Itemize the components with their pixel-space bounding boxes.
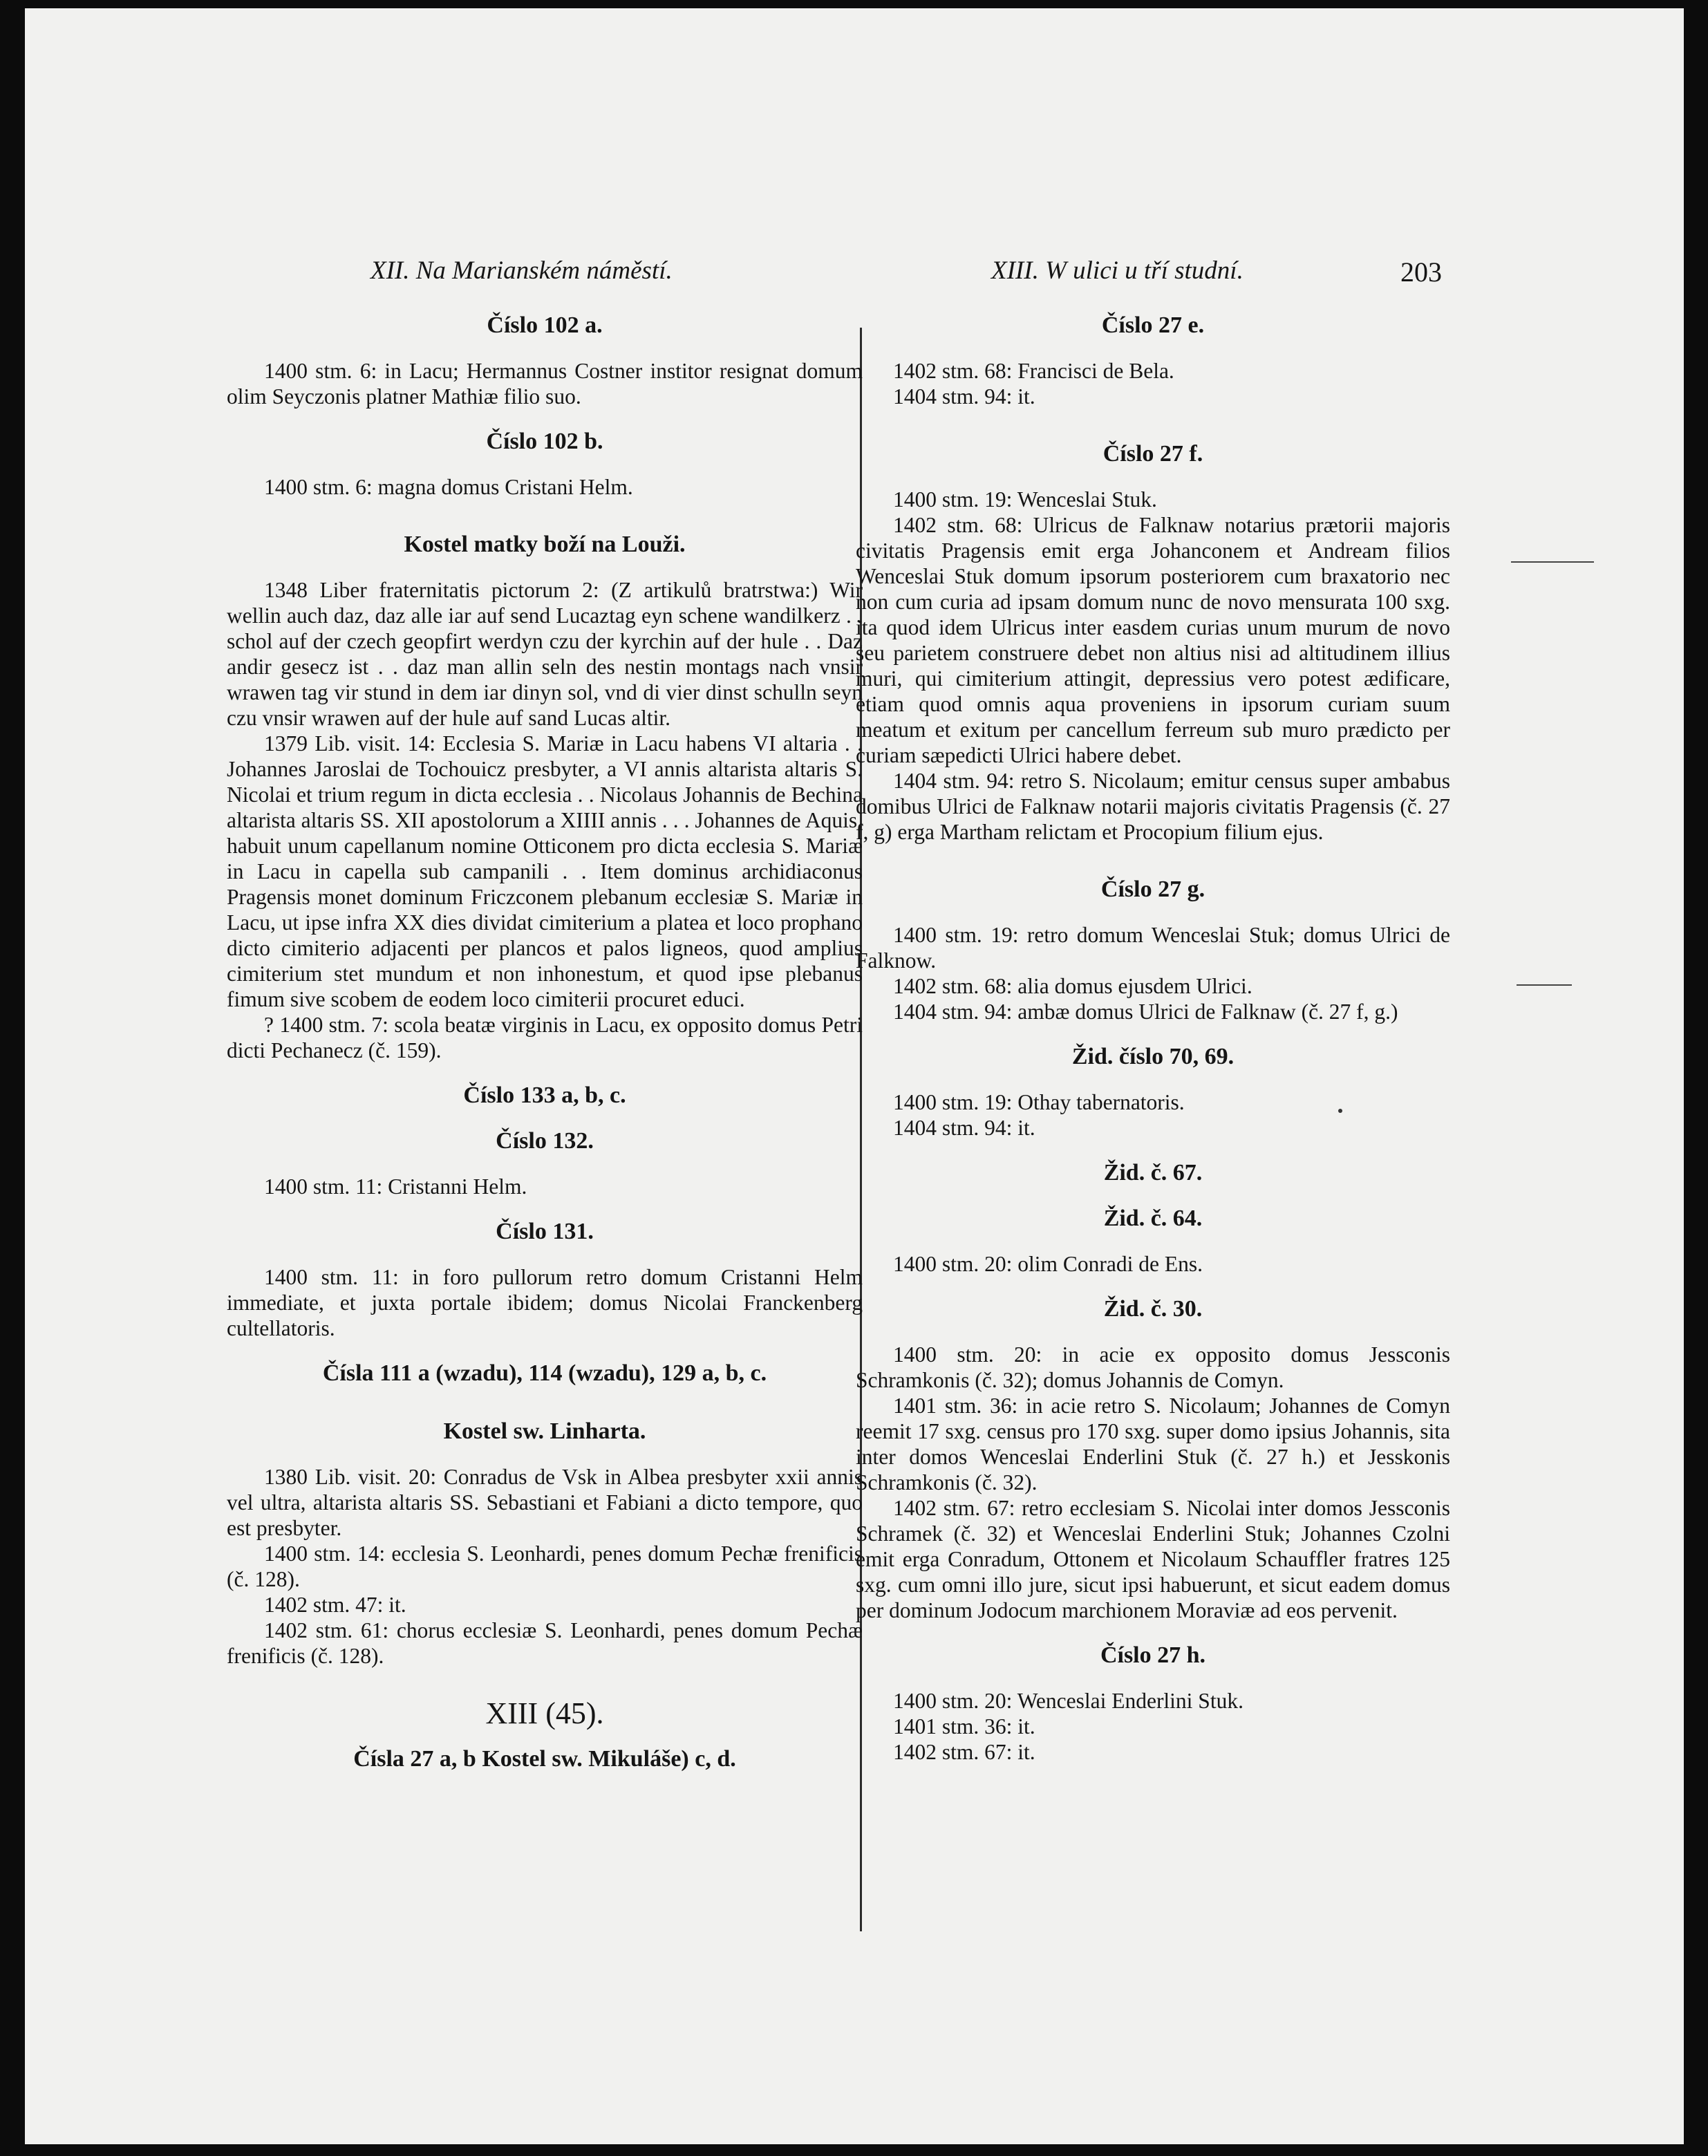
entry-paragraph: 1400 stm. 6: magna domus Cristani Helm. [264, 475, 633, 499]
entry-paragraph: ? 1400 stm. 7: scola beatæ virginis in Lacu, ex opposito domus Petri dicti Pechanecz (č. 159). [227, 1013, 863, 1062]
section-heading: XIII (45). [485, 1696, 604, 1730]
running-header-left: XII. Na Marianském náměstí. [370, 256, 673, 285]
entry-paragraph: 1402 stm. 67: it. [893, 1740, 1035, 1764]
section-heading: Číslo 27 g. [1100, 877, 1205, 902]
entry-paragraph: 1400 stm. 11: Cristanni Helm. [264, 1174, 527, 1199]
section-heading: Číslo 27 f. [1102, 441, 1203, 467]
section-heading: Žid. č. 67. [1103, 1160, 1203, 1185]
left-column [227, 312, 863, 1772]
section-heading: Číslo 133 a, b, c. [463, 1082, 626, 1108]
speck-mark [1338, 1109, 1342, 1113]
entry-paragraph: 1348 Liber fraternitatis pictorum 2: (Z artikulů bratrstwa:) Wir wellin auch daz, daz alle iar auf send Lucaztag eyn schene wandilkerz . . schol auf der czech geopfirt werdyn czu der kyrchin auf der hule . . Daz andir gesecz ist . . daz man allin seln des nestin montags nach vnsir wrawen tag vir stund in dem iar dinyn sol, vnd di vier dinst schulln seyn czu vnsir wrawen auf der hule auf sand Lucas altir. [227, 578, 863, 730]
entry-paragraph: 1400 stm. 20: Wenceslai Enderlini Stuk. [893, 1689, 1244, 1713]
entry-paragraph: 1400 stm. 20: olim Conradi de Ens. [893, 1252, 1203, 1276]
entry-paragraph: 1400 stm. 11: in foro pullorum retro domum Cristanni Helm immediate, et juxta portale ibidem; domus Nicolai Franckenberg cultellatoris. [227, 1265, 863, 1340]
entry-paragraph: 1400 stm. 19: retro domum Wenceslai Stuk; domus Ulrici de Falknow. [856, 923, 1450, 973]
scanned-page [25, 8, 1684, 2144]
entry-paragraph: 1380 Lib. visit. 20: Conradus de Vsk in Albea presbyter xxii annis vel ultra, altarista altaris SS. Sebastiani et Fabiani a dicto tempore, quo est presbyter. [227, 1465, 863, 1540]
section-heading: Číslo 132. [496, 1128, 594, 1154]
page-number: 203 [1400, 256, 1442, 288]
running-header-right: XIII. W ulici u tří studní. [991, 256, 1244, 285]
section-heading: Kostel matky boží na Louži. [404, 532, 686, 557]
entry-paragraph: 1404 stm. 94: ambæ domus Ulrici de Falknaw (č. 27 f, g.) [893, 1000, 1398, 1024]
entry-paragraph: 1400 stm. 19: Othay tabernatoris. [893, 1090, 1185, 1114]
right-column [856, 312, 1450, 1765]
entry-paragraph: 1402 stm. 68: alia domus ejusdem Ulrici. [893, 974, 1252, 998]
section-heading: Žid. číslo 70, 69. [1071, 1044, 1235, 1069]
entry-paragraph: 1404 stm. 94: it. [893, 1116, 1035, 1140]
entry-paragraph: 1401 stm. 36: in acie retro S. Nicolaum; Johannes de Comyn reemit 17 sxg. census pro 170 sxg. super domo ipsius Johannis, sita inter domos Wenceslai Enderlini Stuk (č. 27 h.) et Jesskonis Schramkonis (č. 32). [856, 1394, 1450, 1494]
entry-paragraph: 1402 stm. 67: retro ecclesiam S. Nicolai inter domos Jessconis Schramek (č. 32) et Wenceslai Enderlini Stuk; Johannes Czolni emit erga Conradum, Ottonem et Nicolaum Schauffler fratres 125 sxg. cum omni illo jure, sicut ipsi habuerunt, et sicut eadem domus per dominum Jodocum marchionem Moraviæ ad eos pervenit. [856, 1496, 1450, 1622]
section-heading: Žid. č. 64. [1103, 1206, 1203, 1231]
section-heading: Žid. č. 30. [1103, 1296, 1203, 1322]
entry-paragraph: 1379 Lib. visit. 14: Ecclesia S. Mariæ in Lacu habens VI altaria . . Johannes Jaroslai de Tochouicz presbyter, a VI annis altarista altaris S. Nicolai et trium regum in dicta ecclesia . . Nicolaus Johannis de Bechina altarista altaris SS. XII apostolorum a XIIII annis . . . Johannes de Aquis, habuit unum capellanum nomine Otticonem pro dicta ecclesia S. Mariæ in Lacu in capella sub campanili . . Item dominus archidiaconus Pragensis monet dominum Friczconem plebanum ecclesiæ S. Mariæ in Lacu, ut ipse infra XX dies dividat cimiterium a platea et loco prophano dicto cimiterio adjacenti per plancos et palos ligneos, quod amplius cimiterium stet mundum et non inhonestum, et quod ipse plebanus fimum sive scobem de eodem loco cimiterii procuret educi. [227, 731, 863, 1011]
section-heading: Kostel sw. Linharta. [443, 1418, 646, 1444]
entry-paragraph: 1401 stm. 36: it. [893, 1714, 1035, 1738]
section-heading: Číslo 102 b. [486, 429, 603, 454]
section-heading: Číslo 102 a. [487, 312, 603, 338]
section-heading: Číslo 27 e. [1101, 312, 1205, 338]
entry-paragraph: 1400 stm. 6: in Lacu; Hermannus Costner institor resignat domum olim Seyczonis platner Mathiæ filio suo. [227, 359, 863, 409]
entry-paragraph: 1402 stm. 61: chorus ecclesiæ S. Leonhardi, penes domum Pechæ frenificis (č. 128). [227, 1618, 863, 1668]
entry-paragraph: 1404 stm. 94: it. [893, 384, 1035, 409]
section-heading: Čísla 27 a, b Kostel sw. Mikuláše) c, d. [353, 1746, 736, 1772]
entry-paragraph: 1404 stm. 94: retro S. Nicolaum; emitur census super ambabus domibus Ulrici de Falknaw notarii majoris civitatis Pragensis (č. 27 f, g) erga Martham relictam et Procopium filium ejus. [856, 769, 1450, 844]
margin-pencil-mark [1517, 984, 1572, 986]
entry-paragraph: 1400 stm. 20: in acie ex opposito domus Jessconis Schramkonis (č. 32); domus Johannis de Comyn. [856, 1342, 1450, 1392]
entry-paragraph: 1400 stm. 14: ecclesia S. Leonhardi, penes domum Pechæ frenificis (č. 128). [227, 1541, 863, 1591]
section-heading: Číslo 131. [496, 1219, 594, 1244]
entry-paragraph: 1402 stm. 68: Ulricus de Falknaw notarius prætorii majoris civitatis Pragensis emit erga Johanconem et Andream filios Wenceslai Stuk domum ipsorum posteriorem cum braxatorio nec non cum curia ad ipsam domum nunc de novo mensurata 100 sxg. ita quod idem Ulricus inter easdem curias unum murum de novo seu parietem construere debet non altius nisi ad altitudinem illius muri, qui cimiterium attingit, depressius vero potest ædificare, etiam quod omnis aqua proveniens in ipsorum curiam suum meatum et exitum per cancellum ferreum sub muro prædicto per curiam sæpedicti Ulrici habere debet. [856, 513, 1450, 767]
section-heading: Číslo 27 h. [1100, 1642, 1206, 1668]
margin-pencil-mark [1511, 561, 1594, 563]
section-heading: Čísla 111 a (wzadu), 114 (wzadu), 129 a, b, c. [322, 1360, 767, 1386]
entry-paragraph: 1400 stm. 19: Wenceslai Stuk. [893, 487, 1157, 512]
entry-paragraph: 1402 stm. 68: Francisci de Bela. [893, 359, 1174, 383]
entry-paragraph: 1402 stm. 47: it. [264, 1593, 406, 1617]
